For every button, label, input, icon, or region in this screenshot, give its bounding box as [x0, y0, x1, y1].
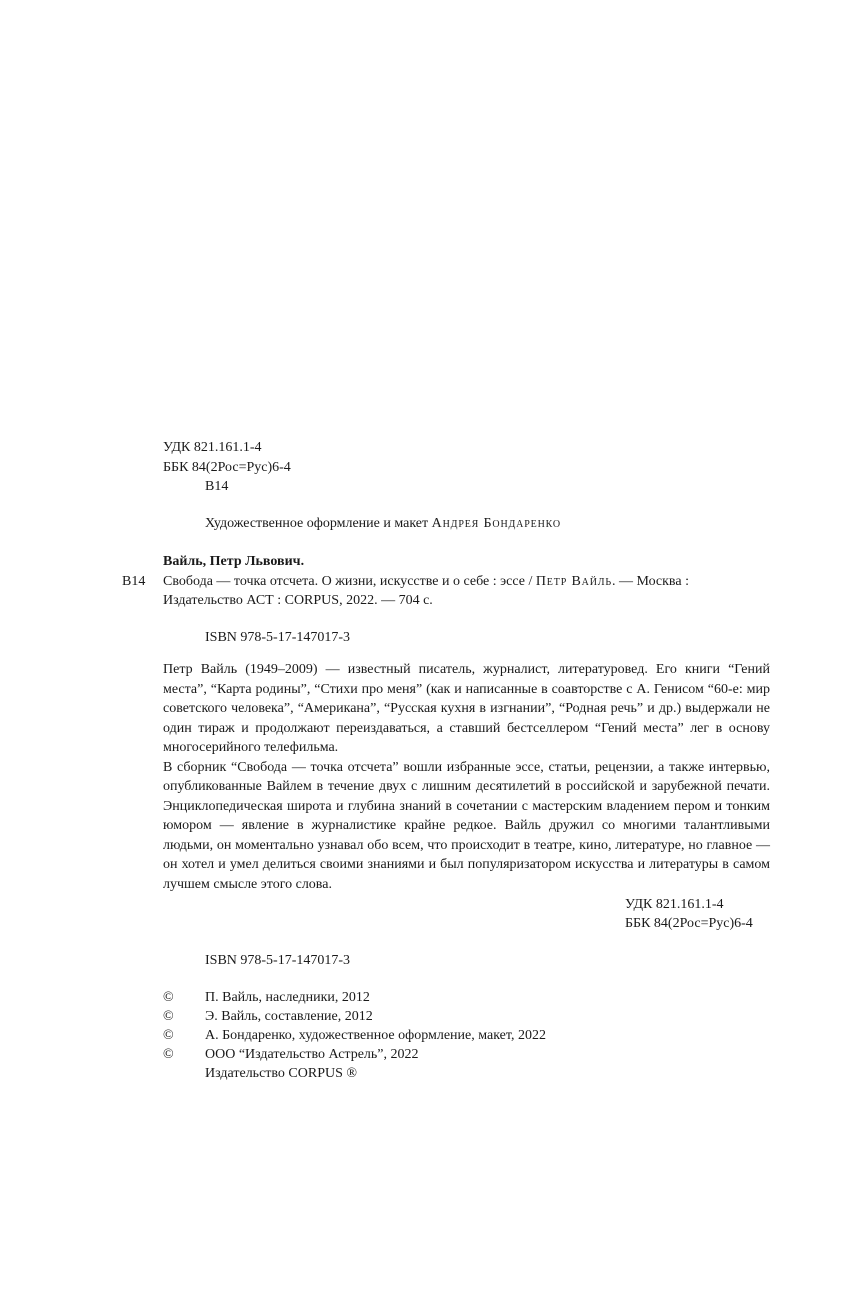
designer-name: Андрея Бондаренко [431, 516, 561, 531]
copyright-symbol: © [163, 1028, 174, 1043]
bib-place: . — Москва : [611, 574, 689, 589]
copyright-text: П. Вайль, наследники, 2012 [205, 990, 370, 1005]
design-credit-text: Художественное оформление и макет [205, 516, 432, 531]
copyright-line [163, 1007, 373, 1027]
bib-heading: Вайль, Петр Львович. [163, 554, 305, 569]
footer-udk-code: УДК 821.161.1-4 [625, 897, 724, 912]
copyright-text: А. Бондаренко, художественное оформление, макет, 2022 [205, 1028, 546, 1043]
bbk-code: ББК 84(2Рос=Рус)6-4 [163, 460, 291, 475]
author-mark: В14 [205, 479, 229, 494]
isbn-bottom: ISBN 978-5-17-147017-3 [205, 953, 351, 968]
annotation-paragraph-1: Петр Вайль (1949–2009) — известный писатель, журналист, литературовед. Его книги “Гений места”, “Карта родины”, “Стихи про меня” (как и написанные в соавторстве с А. Генисом “60-е: мир советского человека”, “Американа”, “Русская кухня в изгнании”, “Родная речь” и др.) выдержали не один тираж и продолжают переиздаваться, а ставший бестселлером “Гений места” лег в основу многосерийного телефильма. [163, 662, 770, 755]
copyright-line [163, 1026, 546, 1046]
bib-publisher-line: Издательство АСТ : CORPUS, 2022. — 704 с. [163, 593, 433, 608]
annotation-paragraph-2: В сборник “Свобода — точка отсчета” вошли избранные эссе, статьи, рецензии, а также интервью, опубликованные Вайлем в течение двух с лишним десятилетий в российской и зарубежной печати. Энциклопедическая широта и глубина знаний в сочетании с мастерским владением пером и тонким юмором — явление в журналистике крайне редкое. Вайль дружил со многими талантливыми людьми, он моментально узнавал обо всем, что происходит в театре, кино, литературе, но главное — он хотел и умел делиться своими знаниями и был популяризатором искусства и литературы в самом лучшем смысле этого слова. [163, 759, 770, 892]
copyright-line [163, 988, 370, 1008]
copyright-text: ООО “Издательство Астрель”, 2022 [205, 1047, 419, 1062]
copyright-symbol: © [163, 1047, 174, 1062]
bib-title-text: Свобода — точка отсчета. О жизни, искусстве и о себе : эссе / [163, 574, 536, 589]
bib-isbn: ISBN 978-5-17-147017-3 [205, 630, 351, 645]
bib-author-mark: В14 [122, 574, 146, 589]
copyright-line [163, 1045, 419, 1065]
copyright-symbol: © [163, 990, 174, 1005]
annotation [163, 660, 770, 894]
bib-author-name: Петр Вайль [535, 574, 612, 589]
udk-code: УДК 821.161.1-4 [163, 440, 262, 455]
bib-title-line [163, 572, 689, 592]
design-credit [205, 514, 561, 534]
footer-bbk-code: ББК 84(2Рос=Рус)6-4 [625, 916, 753, 931]
copyright-text: Э. Вайль, составление, 2012 [205, 1009, 373, 1024]
publisher-mark: Издательство CORPUS ® [205, 1066, 358, 1081]
copyright-symbol: © [163, 1009, 174, 1024]
